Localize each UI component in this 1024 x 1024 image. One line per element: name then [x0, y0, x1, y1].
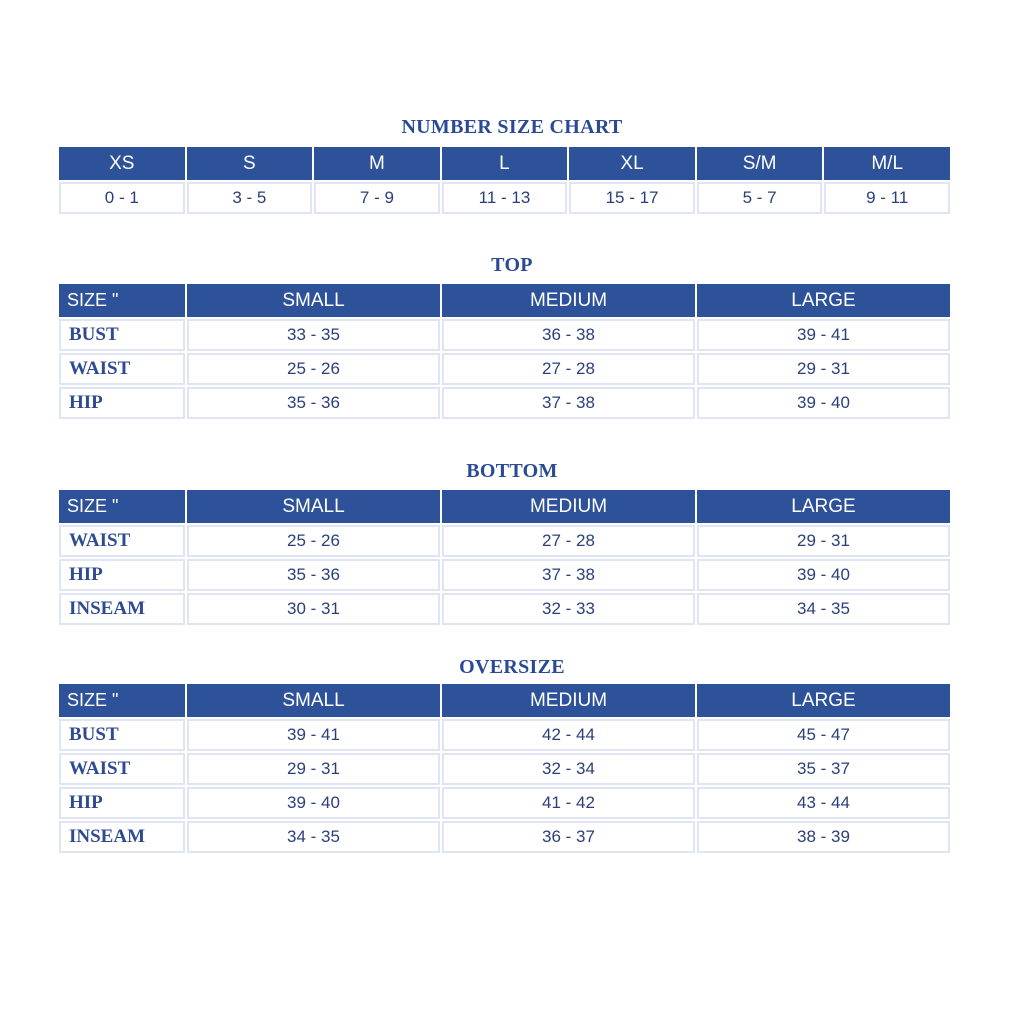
table-cell: 41 - 42: [442, 787, 695, 819]
row-label: WAIST: [59, 353, 185, 385]
table-cell: 43 - 44: [697, 787, 950, 819]
table-cell: 39 - 40: [697, 559, 950, 591]
top-section-title: TOP: [491, 254, 533, 276]
size-unit-header: SIZE ": [59, 490, 185, 523]
table-cell: 29 - 31: [697, 525, 950, 557]
header-cell: S/M: [697, 147, 823, 180]
size-unit-header: SIZE ": [59, 284, 185, 317]
header-cell: XS: [59, 147, 185, 180]
table-cell: 7 - 9: [314, 182, 440, 214]
table-cell: 34 - 35: [187, 821, 440, 853]
row-label: WAIST: [59, 753, 185, 785]
header-cell: MEDIUM: [442, 684, 695, 717]
table-header-row: [59, 490, 950, 523]
table-cell: 3 - 5: [187, 182, 313, 214]
header-cell: MEDIUM: [442, 490, 695, 523]
header-cell: L: [442, 147, 568, 180]
header-cell: LARGE: [697, 490, 950, 523]
table-cell: 29 - 31: [697, 353, 950, 385]
top-size-table: [57, 282, 952, 421]
header-cell: S: [187, 147, 313, 180]
row-label: HIP: [59, 559, 185, 591]
table-cell: 37 - 38: [442, 559, 695, 591]
table-row: [59, 821, 950, 853]
table-row: [59, 593, 950, 625]
table-row: [59, 719, 950, 751]
row-label: INSEAM: [59, 593, 185, 625]
oversize-size-table: [57, 682, 952, 855]
table-row: [59, 525, 950, 557]
table-cell: 27 - 28: [442, 353, 695, 385]
table-cell: 35 - 36: [187, 387, 440, 419]
oversize-section-title: OVERSIZE: [459, 656, 565, 678]
header-cell: SMALL: [187, 490, 440, 523]
header-cell: SMALL: [187, 284, 440, 317]
header-cell: MEDIUM: [442, 284, 695, 317]
table-cell: 11 - 13: [442, 182, 568, 214]
row-label: INSEAM: [59, 821, 185, 853]
number-size-chart-title: NUMBER SIZE CHART: [401, 116, 623, 138]
table-cell: 37 - 38: [442, 387, 695, 419]
header-cell: XL: [569, 147, 695, 180]
header-cell: LARGE: [697, 284, 950, 317]
table-cell: 25 - 26: [187, 525, 440, 557]
table-cell: 45 - 47: [697, 719, 950, 751]
size-unit-header: SIZE ": [59, 684, 185, 717]
header-cell: M: [314, 147, 440, 180]
table-cell: 39 - 41: [697, 319, 950, 351]
table-cell: 30 - 31: [187, 593, 440, 625]
table-cell: 5 - 7: [697, 182, 823, 214]
bottom-size-table: [57, 488, 952, 627]
table-cell: 29 - 31: [187, 753, 440, 785]
table-cell: 32 - 33: [442, 593, 695, 625]
table-cell: 15 - 17: [569, 182, 695, 214]
table-row: [59, 387, 950, 419]
table-row: [59, 753, 950, 785]
table-cell: 35 - 36: [187, 559, 440, 591]
bottom-section-title: BOTTOM: [466, 460, 558, 482]
header-cell: SMALL: [187, 684, 440, 717]
number-size-table: [57, 145, 952, 216]
row-label: HIP: [59, 787, 185, 819]
table-cell: 38 - 39: [697, 821, 950, 853]
table-cell: 9 - 11: [824, 182, 950, 214]
table-row: [59, 182, 950, 214]
row-label: BUST: [59, 719, 185, 751]
table-cell: 25 - 26: [187, 353, 440, 385]
table-row: [59, 787, 950, 819]
row-label: HIP: [59, 387, 185, 419]
table-cell: 39 - 41: [187, 719, 440, 751]
table-cell: 42 - 44: [442, 719, 695, 751]
table-cell: 33 - 35: [187, 319, 440, 351]
table-cell: 35 - 37: [697, 753, 950, 785]
header-cell: M/L: [824, 147, 950, 180]
table-cell: 34 - 35: [697, 593, 950, 625]
table-header-row: [59, 284, 950, 317]
header-cell: LARGE: [697, 684, 950, 717]
table-cell: 27 - 28: [442, 525, 695, 557]
table-cell: 0 - 1: [59, 182, 185, 214]
table-header-row: [59, 147, 950, 180]
row-label: WAIST: [59, 525, 185, 557]
row-label: BUST: [59, 319, 185, 351]
table-cell: 39 - 40: [697, 387, 950, 419]
table-header-row: [59, 684, 950, 717]
table-cell: 36 - 38: [442, 319, 695, 351]
table-row: [59, 559, 950, 591]
table-cell: 39 - 40: [187, 787, 440, 819]
table-cell: 36 - 37: [442, 821, 695, 853]
table-cell: 32 - 34: [442, 753, 695, 785]
table-row: [59, 319, 950, 351]
table-row: [59, 353, 950, 385]
